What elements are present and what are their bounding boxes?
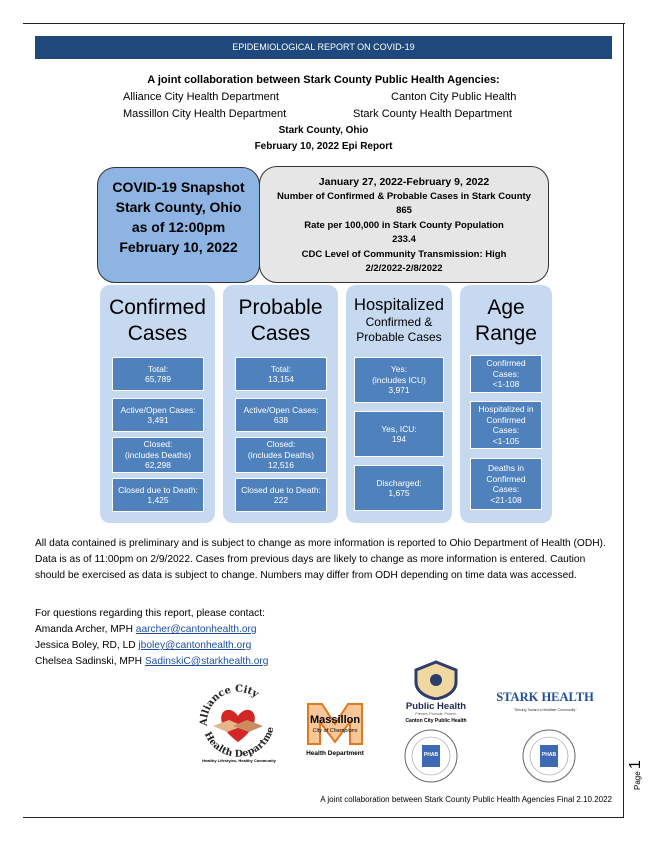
age-title-line2: Range	[475, 322, 537, 345]
page-number-value: 1	[627, 760, 644, 770]
card-label: Cases:	[492, 484, 520, 494]
card-label: Total:	[147, 363, 169, 374]
summary-cases-value: 865	[396, 205, 412, 216]
phab-seal-stark	[521, 728, 577, 784]
card-value: 3,491	[147, 415, 169, 425]
confirmed-title-line2: Cases	[127, 322, 188, 345]
summary-cdc-label: CDC Level of Community Transmission: High	[301, 248, 507, 260]
contact-archer	[35, 622, 613, 638]
age-deaths-card	[470, 458, 542, 510]
card-label: Cases:	[492, 425, 520, 435]
dept-canton: Canton City Public Health	[391, 91, 517, 103]
summary-rate-label: Rate per 100,000 in Stark County Population	[304, 219, 504, 231]
card-label: Total:	[270, 363, 292, 374]
card-value: 1,675	[388, 488, 410, 498]
contact-email-link[interactable]: SadinskiC@starkhealth.org	[144, 656, 269, 667]
probable-death-card	[235, 478, 327, 512]
footer-text: A joint collaboration between Stark County Public Health Agencies Final 2.10.2022	[320, 795, 612, 804]
snapshot-title: COVID-19 Snapshot	[112, 179, 245, 195]
card-label: Closed:	[266, 439, 296, 450]
hospitalized-title-line1: Hospitalized	[354, 296, 444, 314]
hospitalized-column	[346, 285, 452, 523]
card-value: 62,298	[145, 460, 171, 471]
massillon-dept: Health Department	[306, 750, 364, 757]
probable-total-card	[235, 357, 327, 391]
canton-name: Public Health	[405, 701, 467, 712]
card-value: 3,971	[388, 385, 410, 396]
contact-email-link[interactable]: jboley@cantonhealth.org	[138, 640, 252, 651]
summary-rate-value: 233.4	[392, 234, 416, 245]
card-value: 13,154	[268, 374, 294, 384]
contact-name: Jessica Boley, RD, LD	[35, 640, 139, 651]
canton-tagline: Prevent. Promote. Protect.	[415, 712, 457, 716]
dept-stark: Stark County Health Department	[353, 108, 512, 120]
summary-cdc-dates: 2/2/2022-2/8/2022	[365, 263, 443, 274]
dept-massillon: Massillon City Health Department	[123, 108, 287, 120]
phab-label: PHAB	[423, 752, 439, 758]
confirmed-title	[100, 295, 215, 347]
svg-text:Health Department: Health Departme	[201, 725, 277, 760]
alliance-logo	[193, 680, 283, 770]
contact-boley	[35, 638, 613, 654]
phab-label: PHAB	[541, 752, 557, 758]
card-value: 1,425	[147, 495, 169, 505]
massillon-tagline: City of Champions	[312, 728, 358, 734]
confirmed-column	[100, 285, 215, 523]
confirmed-total-card	[112, 357, 204, 391]
snapshot-date: February 10, 2022	[119, 239, 238, 255]
probable-title-line1: Probable	[238, 296, 323, 319]
summary-box	[259, 166, 549, 283]
card-value: 638	[273, 415, 289, 425]
stark-logo	[490, 686, 600, 720]
card-label: Closed due to Death:	[118, 484, 198, 495]
canton-shield-icon	[396, 660, 476, 700]
contacts-block	[35, 606, 613, 670]
snapshot-time: as of 12:00pm	[131, 219, 226, 235]
hospitalized-title-line2: Confirmed &	[365, 315, 433, 329]
hospitalized-icu-card	[354, 411, 444, 457]
massillon-name: Massillon	[309, 714, 361, 726]
stark-tagline: "Striving Toward a Healthier Community"	[513, 708, 577, 712]
hospitalized-title	[346, 295, 452, 345]
canton-logo	[396, 660, 476, 724]
massillon-logo	[300, 700, 370, 765]
contact-sadinski	[35, 654, 613, 670]
card-value: 12,516	[268, 460, 294, 471]
card-label: Closed due to Death:	[241, 484, 321, 495]
age-title	[460, 295, 552, 347]
card-value: <1-108	[492, 379, 520, 390]
card-note: (includes ICU)	[372, 374, 426, 385]
contact-name: Amanda Archer, MPH	[35, 624, 136, 635]
location-line: Stark County, Ohio	[278, 125, 369, 136]
card-label: Deaths in	[488, 463, 524, 473]
card-label: Confirmed	[486, 414, 526, 425]
card-note: (includes Deaths)	[247, 449, 315, 460]
svg-text:Alliance City: Alliance City	[198, 683, 261, 727]
page-border	[23, 23, 625, 24]
age-confirmed-card	[470, 355, 542, 393]
contact-email-link[interactable]: aarcher@cantonhealth.org	[135, 624, 257, 635]
page-number	[627, 760, 645, 790]
report-banner: EPIDEMIOLOGICAL REPORT ON COVID-19	[35, 36, 612, 59]
snapshot-county: Stark County, Ohio	[115, 199, 242, 215]
confirmed-active-card	[112, 398, 204, 432]
card-value: 65,789	[145, 374, 171, 384]
summary-cases-label: Number of Confirmed & Probable Cases in Stark County	[277, 190, 531, 202]
probable-column	[223, 285, 338, 523]
confirmed-death-card	[112, 478, 204, 512]
card-label: Confirmed	[486, 473, 526, 484]
card-value: 194	[391, 434, 407, 444]
card-label: Active/Open Cases:	[120, 404, 196, 415]
disclaimer-paragraph: All data contained is preliminary and is subject to change as more information is reported to Ohio Department of Health (ODH). Data is as of 11:00pm on 2/9/2022. Cases from previous days are likely to change as more information is entered. Caution should be exercised as data is subject to change. Numbers may differ from ODH depending on time data was accessed.	[35, 538, 606, 581]
card-label: Hospitalized in	[478, 404, 534, 414]
probable-active-card	[235, 398, 327, 432]
card-label: Cases:	[492, 368, 520, 379]
card-label: Yes:	[390, 364, 408, 375]
card-label: Active/Open Cases:	[243, 404, 319, 415]
dept-alliance: Alliance City Health Department	[123, 91, 279, 103]
probable-title	[223, 295, 338, 347]
hospitalized-discharged-card	[354, 465, 444, 511]
age-column	[460, 285, 552, 523]
card-note: (includes Deaths)	[124, 449, 192, 460]
probable-title-line2: Cases	[250, 322, 311, 345]
confirmed-closed-card	[112, 437, 204, 473]
confirmed-title-line1: Confirmed	[109, 296, 206, 319]
collab-heading: A joint collaboration between Stark County Public Health Agencies:	[147, 74, 500, 86]
page-label: Page	[633, 771, 642, 790]
hospitalized-yes-card	[354, 357, 444, 403]
card-value: 222	[273, 495, 289, 505]
card-label: Confirmed	[486, 358, 526, 369]
age-hospitalized-card	[470, 401, 542, 449]
card-label: Closed:	[143, 439, 173, 450]
card-value: <1-105	[492, 435, 520, 446]
alliance-tagline: Healthy Lifestyles, Healthy Community	[202, 758, 276, 763]
canton-dept: Canton City Public Health	[405, 718, 467, 724]
summary-period: January 27, 2022-February 9, 2022	[318, 176, 490, 188]
stark-name: STARK HEALTH	[496, 690, 594, 704]
alliance-logo-mark	[193, 680, 283, 770]
card-label: Discharged:	[376, 477, 422, 488]
report-date: February 10, 2022 Epi Report	[254, 141, 393, 152]
snapshot-box	[97, 167, 260, 283]
card-value: <21-108	[490, 494, 522, 505]
contact-name: Chelsea Sadinski, MPH	[35, 656, 145, 667]
hospitalized-title-line3: Probable Cases	[356, 330, 442, 344]
phab-seal-canton	[403, 728, 459, 784]
probable-closed-card	[235, 437, 327, 473]
contacts-intro: For questions regarding this report, please contact:	[35, 608, 265, 619]
card-label: Yes, ICU:	[381, 423, 417, 434]
age-title-line1: Age	[487, 296, 525, 319]
